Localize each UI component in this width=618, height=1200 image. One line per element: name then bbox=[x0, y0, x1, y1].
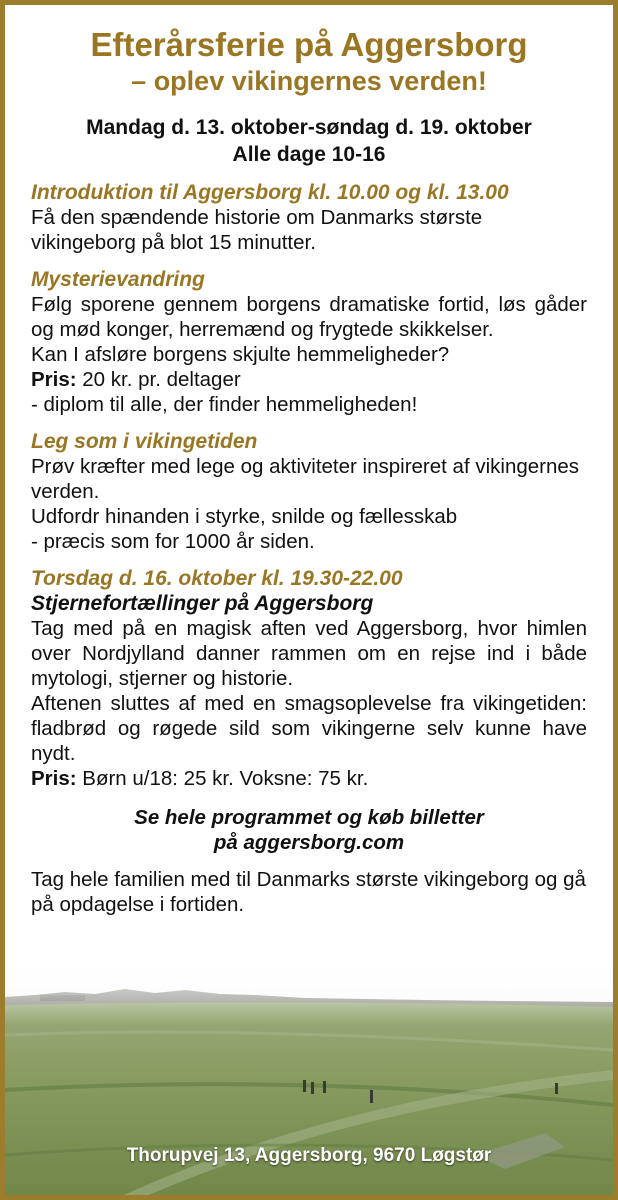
headline-line-1: Efterårsferie på Aggersborg bbox=[90, 26, 528, 63]
intro-text: Få den spændende historie om Danmarks største vikingeborg på blot 15 minutter. bbox=[31, 206, 483, 254]
mystery-price bbox=[31, 367, 587, 392]
thursday-subheading: Stjernefortællinger på Aggersborg bbox=[31, 592, 374, 615]
mystery-price-label: Pris: bbox=[31, 368, 77, 391]
closing-text: Tag hele familien med til Danmarks største vikingeborg og gå på opdagelse i fortiden. bbox=[31, 868, 586, 916]
thursday-price-value: Børn u/18: 25 kr. Voksne: 75 kr. bbox=[76, 767, 369, 790]
thursday-price bbox=[31, 766, 587, 791]
thursday-price-label: Pris: bbox=[31, 767, 77, 790]
event-dates bbox=[31, 114, 587, 168]
address: Thorupvej 13, Aggersborg, 9670 Løgstør bbox=[126, 1145, 492, 1166]
intro-heading: Introduktion til Aggersborg kl. 10.00 og kl. 13.00 bbox=[31, 181, 509, 204]
games-text-3: - præcis som for 1000 år siden. bbox=[31, 530, 315, 553]
mystery-text-1: Følg sporene gennem borgens dramatiske fortid, løs gåder og mød konger, herremænd og frygtede skikkelser. bbox=[31, 293, 587, 341]
mystery-heading: Mysterievandring bbox=[31, 268, 205, 291]
mystery-note: - diplom til alle, der finder hemmeligheden! bbox=[31, 393, 418, 416]
opening-hours: Alle dage 10-16 bbox=[232, 143, 386, 166]
ad-content bbox=[5, 5, 613, 917]
call-to-action bbox=[31, 805, 587, 855]
headline-line-2: – oplev vikingernes verden! bbox=[131, 66, 487, 96]
thursday-text-2: Aftenen sluttes af med en smagsoplevelse fra vikingetiden: fladbrød og røgede sild som vikingerne selv kunne have nydt. bbox=[31, 692, 587, 765]
mystery-price-value: 20 kr. pr. deltager bbox=[76, 368, 241, 391]
thursday-heading: Torsdag d. 16. oktober kl. 19.30-22.00 bbox=[31, 567, 403, 590]
date-range: Mandag d. 13. oktober-søndag d. 19. oktober bbox=[86, 116, 532, 139]
games-text-2: Udfordr hinanden i styrke, snilde og fællesskab bbox=[31, 505, 458, 528]
mystery-text-2: Kan I afsløre borgens skjulte hemmeligheder? bbox=[31, 343, 450, 366]
cta-website[interactable]: på aggersborg.com bbox=[213, 831, 405, 854]
headline bbox=[31, 25, 587, 98]
thursday-text-1: Tag med på en magisk aften ved Aggersborg, hvor himlen over Nordjylland danner rammen om en rejse ind i både mytologi, stjerner og historie. bbox=[31, 617, 587, 690]
cta-line-1: Se hele programmet og køb billetter bbox=[134, 806, 484, 829]
games-text-1: Prøv kræfter med lege og aktiviteter inspireret af vikingernes verden. bbox=[31, 455, 580, 503]
games-heading: Leg som i vikingetiden bbox=[31, 430, 258, 453]
